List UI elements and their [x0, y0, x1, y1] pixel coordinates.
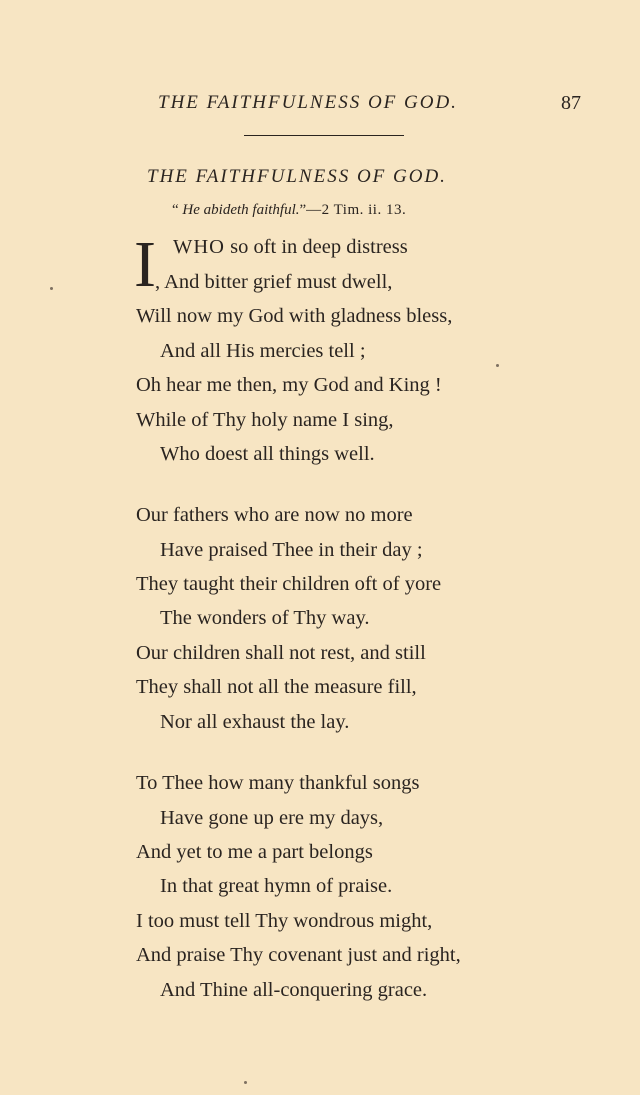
stanza2-line6: They shall not all the measure fill,: [136, 676, 417, 698]
stanza1-line6: While of Thy holy name I sing,: [136, 409, 394, 431]
paper-speck: [50, 287, 53, 290]
stanza3-line7: And Thine all-conquering grace.: [160, 979, 428, 1001]
stanza2-line7: Nor all exhaust the lay.: [160, 711, 350, 733]
stanza1-line3: Will now my God with gladness bless,: [136, 305, 453, 327]
stanza1-line4: And all His mercies tell ;: [160, 340, 366, 362]
stanza1-line1-first-word: WHO: [173, 236, 225, 258]
stanza2-line1: Our fathers who are now no more: [136, 504, 413, 526]
stanza1-line7: Who doest all things well.: [160, 443, 375, 465]
stanza1-line2: , And bitter grief must dwell,: [155, 271, 393, 293]
epigraph: [172, 202, 406, 219]
stanza3-line6: And praise Thy covenant just and right,: [136, 944, 461, 966]
epigraph-reference: —2 Tim. ii. 13.: [306, 202, 407, 218]
title-divider-rule: [244, 135, 404, 136]
stanza2-line2: Have praised Thee in their day ;: [160, 539, 423, 561]
stanza3-line2: Have gone up ere my days,: [160, 807, 384, 829]
stanza3-line5: I too must tell Thy wondrous might,: [136, 910, 433, 932]
stanza2-line4: The wonders of Thy way.: [160, 607, 370, 629]
stanza1-line1: [173, 235, 408, 259]
stanza1-line1-rest: so oft in deep distress: [224, 236, 408, 258]
drop-cap: I: [134, 228, 156, 301]
stanza3-line3: And yet to me a part belongs: [136, 841, 373, 863]
paper-speck: [244, 1081, 247, 1084]
epigraph-close-quote: ”: [299, 202, 307, 218]
stanza2-line5: Our children shall not rest, and still: [136, 642, 426, 664]
stanza1-line5: Oh hear me then, my God and King !: [136, 374, 442, 396]
paper-speck: [496, 364, 499, 367]
poem-title: THE FAITHFULNESS OF GOD.: [147, 166, 447, 187]
epigraph-quote: He abideth faithful.: [182, 202, 300, 218]
epigraph-open-quote: “: [172, 202, 179, 218]
stanza3-line4: In that great hymn of praise.: [160, 875, 393, 897]
stanza3-line1: To Thee how many thankful songs: [136, 772, 420, 794]
stanza2-line3: They taught their children oft of yore: [136, 573, 442, 595]
running-head: THE FAITHFULNESS OF GOD.: [158, 92, 458, 113]
page-number: 87: [561, 92, 581, 114]
